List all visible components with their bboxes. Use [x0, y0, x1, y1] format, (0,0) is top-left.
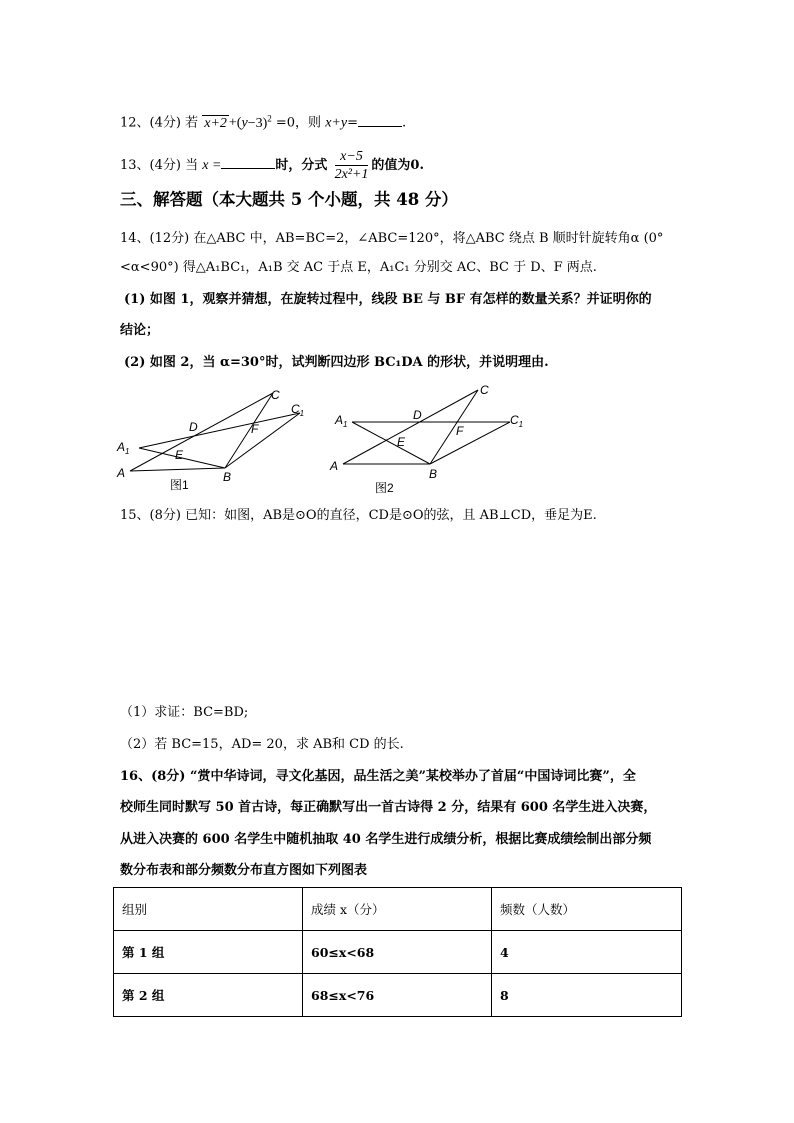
- figure-1: [115, 385, 315, 495]
- table-cell: 4: [492, 931, 682, 974]
- label-A: A: [330, 459, 339, 473]
- table-header: 组别: [114, 888, 303, 931]
- figure-2: [325, 380, 540, 498]
- table-cell: 第 1 组: [114, 931, 303, 974]
- table-cell: 68≤x<76: [303, 974, 492, 1017]
- table-cell: 8: [492, 974, 682, 1017]
- question-16-line4: 数分布表和部分频数分布直方图如下列图表: [120, 863, 368, 878]
- label-C: C: [271, 388, 280, 402]
- question-14-part1b: 结论；: [120, 323, 160, 338]
- table-row: [114, 931, 682, 974]
- label-C1: $C_1$: [510, 413, 524, 429]
- question-16-line1: 16、(8分) “赏中华诗词，寻文化基因，品生活之美”某校举办了首届“中国诗词比赛”，全: [120, 769, 636, 784]
- label-D: D: [189, 420, 198, 434]
- label-F: F: [251, 422, 259, 436]
- question-14-line2: <α<90°) 得△A₁BC₁，A₁B 交 AC 于点 E，A₁C₁ 分别交 AC、BC 于 D、F 两点.: [120, 260, 597, 275]
- label-D: D: [413, 408, 422, 422]
- table-header-row: [114, 888, 682, 931]
- label-B: B: [223, 470, 232, 484]
- sqrt-expression: x+2: [204, 115, 227, 131]
- frequency-table: [113, 887, 682, 1017]
- label-F: F: [456, 424, 464, 438]
- label-E: E: [397, 435, 406, 449]
- label-A: A: [117, 466, 126, 480]
- question-14-line1: 14、(12分) 在△ABC 中，AB=BC=2，∠ABC=120°，将△ABC 绕点 B 顺时针旋转角α (0°: [120, 231, 664, 246]
- question-14-part1a: (1) 如图 1，观察并猜想，在旋转过程中，线段 BE 与 BF 有怎样的数量关系？并证明你的: [124, 292, 652, 307]
- label-A1: $A_1$: [335, 413, 348, 429]
- label-C: C: [480, 383, 489, 397]
- question-12: 12、(4分) 若 $x+2 +(y-3)^2 =0$，则 x+y= .: [120, 113, 407, 131]
- answer-blank-13[interactable]: [221, 156, 275, 169]
- question-16-line3: 从进入决赛的 600 名学生中随机抽取 40 名学生进行成绩分析，根据比赛成绩绘制出部分频: [120, 832, 652, 847]
- table-cell: 60≤x<68: [303, 931, 492, 974]
- label-E: E: [175, 448, 184, 462]
- table-row: [114, 974, 682, 1017]
- label-A1: $A_1$: [117, 440, 130, 456]
- figure-2-caption: 图2: [375, 481, 394, 495]
- table-header: 频数（人数）: [492, 888, 682, 931]
- figure-1-caption: 图1: [170, 478, 189, 492]
- table-cell: 第 2 组: [114, 974, 303, 1017]
- question-14-part2: (2) 如图 2，当 α=30°时，试判断四边形 BC₁DA 的形状，并说明理由.: [124, 355, 549, 370]
- label-B: B: [429, 467, 438, 481]
- question-15-stem: 15、(8分) 已知：如图，AB是⊙O的直径，CD是⊙O的弦，且 AB⊥CD，垂足为E.: [120, 508, 597, 523]
- answer-blank-12[interactable]: [358, 114, 402, 127]
- label-C1: $C_1$: [291, 402, 305, 418]
- question-15-part1: （1）求证：BC=BD;: [120, 705, 249, 720]
- question-15-part2: （2）若 BC=15，AD= 20，求 AB和 CD 的长.: [120, 737, 404, 752]
- question-16-line2: 校师生同时默写 50 首古诗，每正确默写出一首古诗得 2 分，结果有 600 名学生进入决赛，: [120, 800, 657, 815]
- section-title: 三、解答题（本大题共 5 个小题，共 48 分）: [120, 190, 458, 209]
- table-header: 成绩 x（分）: [303, 888, 492, 931]
- question-13: 13、(4分) 当 x = 时，分式 $\frac{x-5}{\text{2x²+1}}$ 的值为0.: [120, 149, 424, 182]
- fraction: $\frac{x-5}{\text{2x²+1}}$: [334, 149, 369, 182]
